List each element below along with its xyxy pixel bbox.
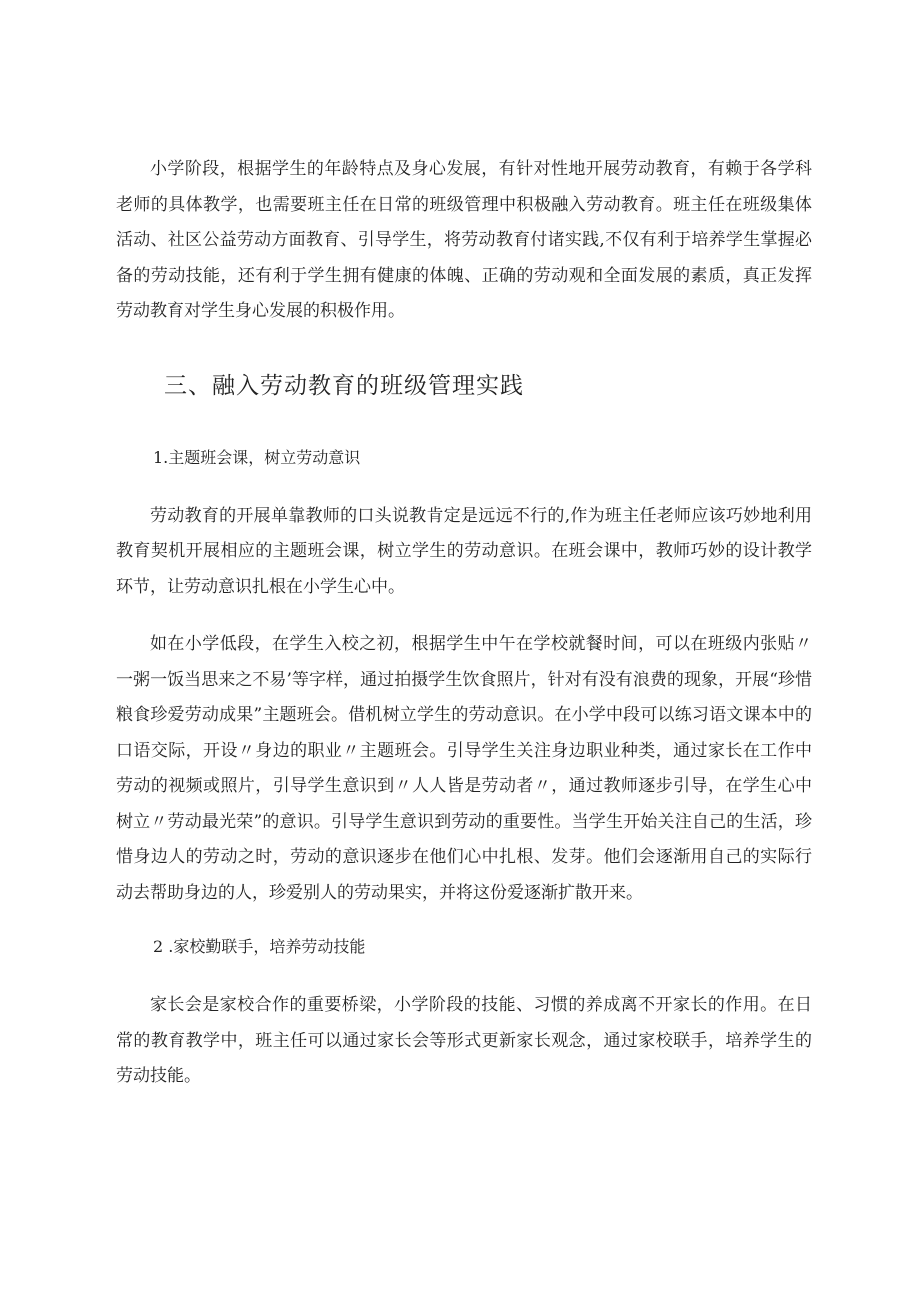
- intro-paragraph: 小学阶段，根据学生的年龄特点及身心发展，有针对性地开展劳动教育，有赖于各学科老师的具体教学，也需要班主任在日常的班级管理中积极融入劳动教育。班主任在班级集体活动、社区公益劳动方面教育、引导学生，将劳动教育付诸实践,不仅有利于培养学生掌握必备的劳动技能，还有利于学生拥有健康的体魄、正确的劳动观和全面发展的素质，真正发挥劳动教育对学生身心发展的积极作用。: [116, 159, 812, 321]
- subsection-title-2: 2 .家校勤联手，培养劳动技能: [153, 937, 366, 956]
- subsection-1-paragraph-1: 劳动教育的开展单靠教师的口头说教肯定是远远不行的,作为班主任老师应该巧妙地利用教育契机开展相应的主题班会课，树立学生的劳动意识。在班会课中，教师巧妙的设计教学环节，让劳动意识扎根在小学生心中。: [116, 505, 812, 597]
- subsection-1-paragraph-2: 如在小学低段，在学生入校之初，根据学生中午在学校就餐时间，可以在班级内张贴〃一粥一饭当思来之不易’等字样，通过拍摄学生饮食照片，针对有没有浪费的现象，开展“珍惜粮食珍爱劳动成果”主题班会。借机树立学生的劳动意识。在小学中段可以练习语文课本中的口语交际，开设〃身边的职业〃主题班会。引导学生关注身边职业种类，通过家长在工作中劳动的视频或照片，引导学生意识到〃人人皆是劳动者〃，通过教师逐步引导，在学生心中树立〃劳动最光荣”的意识。引导学生意识到劳动的重要性。当学生开始关注自己的生活，珍惜身边人的劳动之时，劳动的意识逐步在他们心中扎根、发芽。他们会逐渐用自己的实际行动去帮助身边的人，珍爱别人的劳动果实，并将这份爱逐渐扩散开来。: [116, 634, 812, 903]
- subsection-2-paragraph-1: 家长会是家校合作的重要桥梁，小学阶段的技能、习惯的养成离不开家长的作用。在日常的教育教学中，班主任可以通过家长会等形式更新家长观念，通过家校联手，培养学生的劳动技能。: [116, 995, 812, 1086]
- section-heading: 三、融入劳动教育的班级管理实践: [164, 372, 524, 399]
- document-body: [116, 152, 812, 1095]
- subsection-title-1: 1.主题班会课，树立劳动意识: [153, 447, 361, 467]
